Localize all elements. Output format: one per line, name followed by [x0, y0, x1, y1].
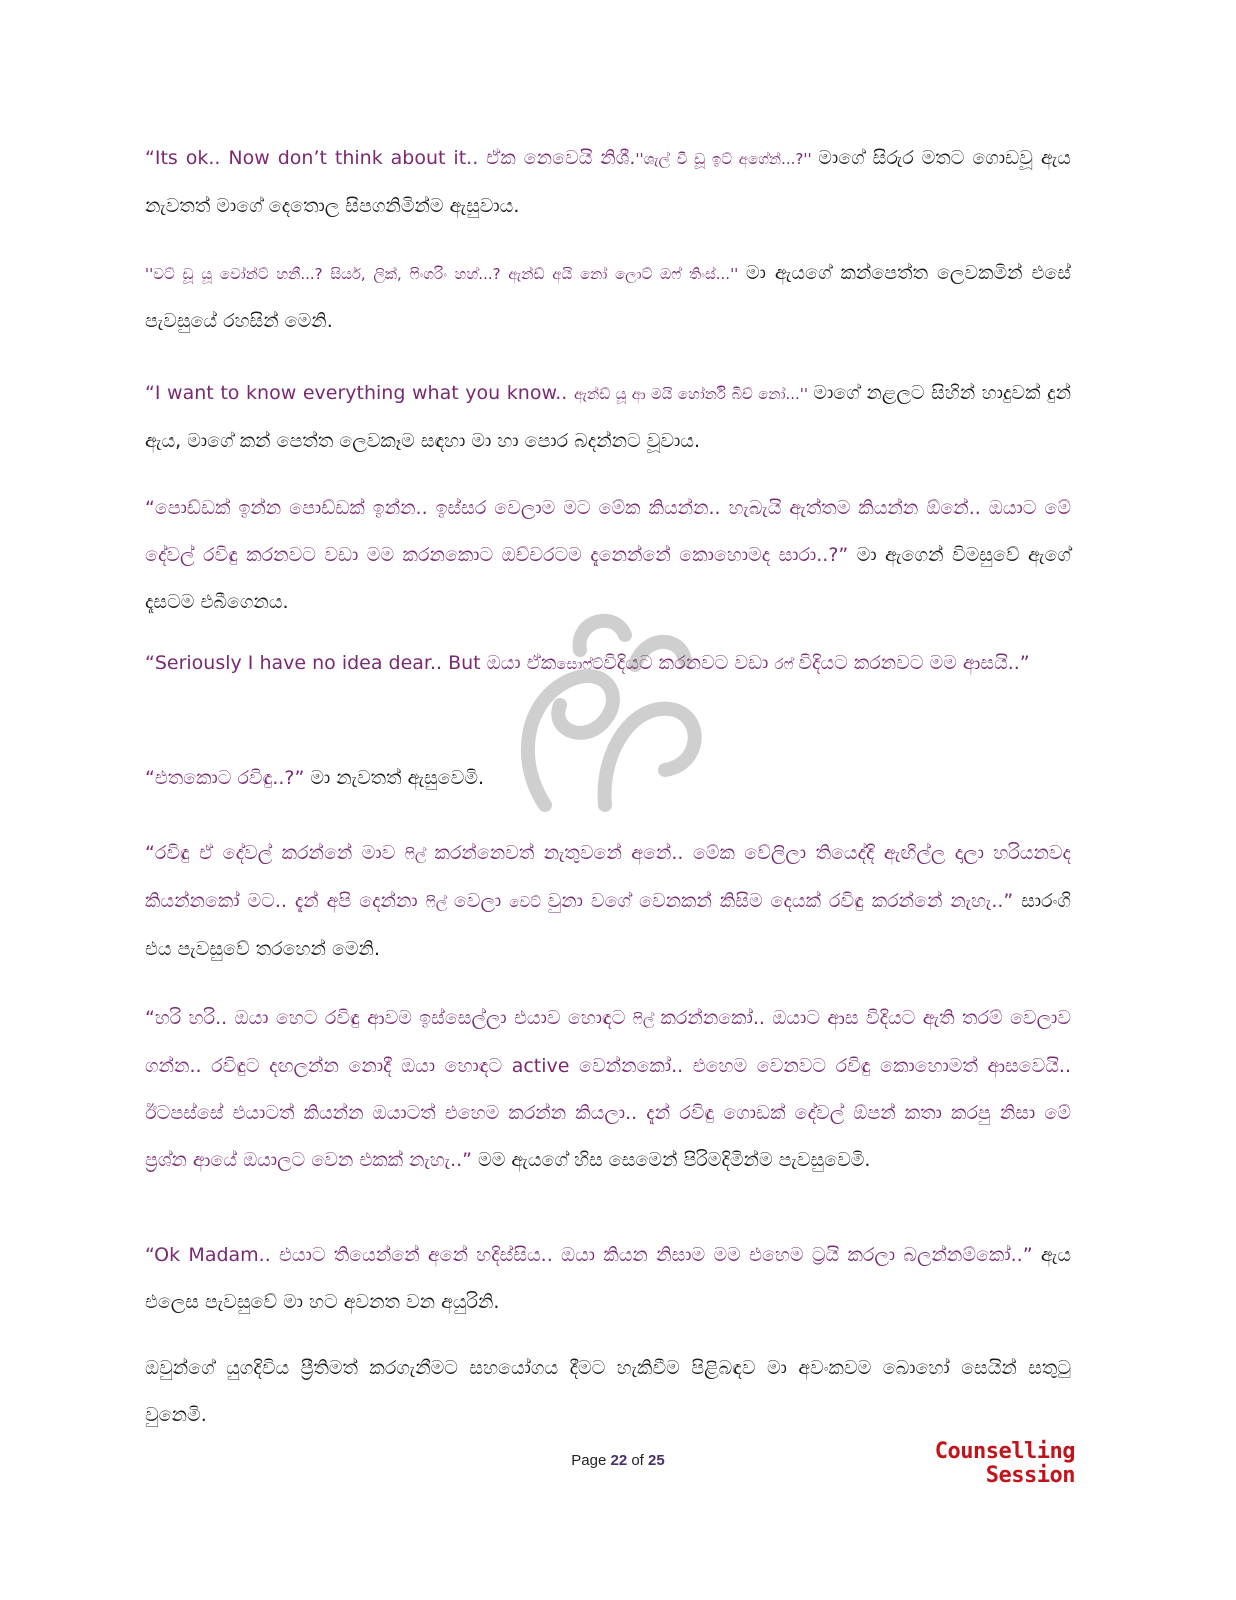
- paragraph: [145, 1232, 1071, 1326]
- paragraph: [145, 1345, 1071, 1439]
- dialogue-text: ෆිල්: [632, 1010, 661, 1028]
- dialogue-text: සොෆ්ට්: [556, 655, 604, 673]
- dialogue-text: විදියට කරනවට වඩා: [603, 652, 775, 674]
- narration-text: මම ඇයගේ හිස සෙමෙන් පිරිමදිමින්ම පැවසුවෙමි.: [478, 1149, 871, 1171]
- logo-line-2: Session: [985, 1463, 1075, 1488]
- counselling-session-logo: [910, 1440, 1075, 1488]
- dialogue-text: “එතකොට රවිඳු..?”: [145, 767, 311, 789]
- paragraph: [145, 995, 1071, 1184]
- dialogue-text: “Seriously I have no idea dear.. But ඔයා ඒක: [145, 652, 557, 674]
- dialogue-text: විදියට කරනවට මම ආසයි..”: [798, 652, 1030, 674]
- dialogue-text: “පොඩ්ඩක් ඉන්න පොඩ්ඩක් ඉන්න.. ඉස්සර වෙලාම මට මේක කියන්න.. හැබැයි ඇත්තම කියන්න ඕනේ.. ඔයාට මේ දේවල් රවිඳු කරනවට වඩා මම කරනකොට ඔච්චරටම දැනෙන්නේ කොහොමද සාරා..?”: [145, 497, 1071, 566]
- narration-text: සාරංගි එය පැවසුවේ තරහෙන් මෙනි.: [145, 890, 1072, 960]
- page-prefix: Page: [571, 1452, 611, 1469]
- dialogue-text: කරන්නෙවත් නැතුවනේ අනේ.. මේක වේලිලා තියෙද්දි ඇඟිල්ල දාලා හරියනවද කියන්නකෝ මට.. දැන් අපි දෙන්නා: [145, 842, 1071, 912]
- narration-text: මාගේ නළලට සිහින් හාදුවක් දුන් ඇය, මාගේ කන් පෙත්ත ලෙවකෑම සඳහා මා හා පොර බදන්නට වූවාය.: [145, 382, 1071, 452]
- dialogue-text: “Ok Madam.. එයාට තියෙන්නේ අනේ හදිස්සිය.. ඔයා කියන නිසාම මම එහෙම ට්‍රයි කරලා බලන්නම්කෝ..”: [145, 1244, 1041, 1266]
- page-separator: of: [627, 1452, 649, 1469]
- narration-text: ඇය එලෙස පැවසුවේ මා හට අවනත වන අයුරිනි.: [145, 1244, 1071, 1313]
- dialogue-text: කරන්නකෝ.. ඔයාට ආස විදියට ඇති තරම් වෙලාව ගන්න.. රවිඳුට දඟලන්න නොදී ඔයා හොඳට active වෙන්නකෝ.. එහෙම වෙනවට රවිඳු කොහොමත් ආසවෙයි.. ඊටපස්සේ එයාටත් කියන්න ඔයාටත් එහෙම කරන්න කියලා.. දැන් රවිඳු ගොඩක් දේවල් ඕපන් කතා කරපු නිසා මේ ප්‍රශ්න ආයේ ඔයාලට වෙන එකක් නැහැ..”: [145, 1007, 1071, 1171]
- dialogue-text: ''වට් ඩූ යූ වෝන්ට් හනී...? සියර්, ලික්, ෆිංගරිං හහ්...? ඇන්ඩ් අයි නෝ ලොට් ඔෆ් තිංස්...'': [145, 265, 746, 283]
- paragraph: [145, 370, 1071, 465]
- watermark-logo-icon: [505, 590, 715, 830]
- paragraph: [145, 830, 1071, 973]
- dialogue-text: “හරි හරි.. ඔයා හෙට රවිඳු ආවම ඉස්සෙල්ලා එයාව හොඳට: [145, 1007, 633, 1029]
- dialogue-text: “රවිඳු ඒ දේවල් කරන්නේ මාව: [145, 842, 405, 864]
- paragraph: [145, 135, 1071, 230]
- page-current: 22: [610, 1452, 628, 1469]
- narration-text: මා ඇගෙන් විමසුවේ ඇගේ දෑසටම එබීගෙනය.: [145, 544, 1071, 613]
- dialogue-text: රෆ්: [774, 655, 799, 673]
- narration-text: මා ඇයගේ කන්පෙත්ත ලෙවකමින් එසේ පැවසුයේ රහසින් මෙනි.: [145, 262, 1072, 332]
- dialogue-text: ඇන්ඩ් යූ ආ මයි හෝර්නි බිච් නෝ...'': [573, 385, 814, 403]
- dialogue-text: වෙලා: [453, 890, 510, 912]
- dialogue-text: වෙට්: [509, 893, 548, 911]
- dialogue-text: වුනා වගේ වෙනකන් කිසිම දෙයක් රවිඳු කරන්නේ නැහැ..”: [547, 890, 1022, 912]
- paragraph: [145, 250, 1071, 345]
- narration-text: මාගේ සිරුර මතට ගොඩවූ ඇය නැවතත් මාගේ දෙතොල සිපගනිමින්ම ඇසුවාය.: [145, 147, 1071, 217]
- dialogue-text: “Its ok.. Now don’t think about it.. ඒක නෙවෙයි නිශී.: [145, 147, 636, 169]
- narration-text: ඔවුන්ගේ යුගදිවිය ප්‍රීතිමත් කරගැනීමට සහයෝගය දීමට හැකිවීම පිළිබඳව මා අවංකවම බොහෝ සෙයින් සතුටු වුනෙමි.: [145, 1357, 1071, 1426]
- dialogue-text: “I want to know everything what you know..: [145, 382, 574, 404]
- dialogue-text: ෆිල්: [404, 845, 435, 863]
- narration-text: මා නැවතත් ඇසුවෙමි.: [310, 767, 485, 789]
- logo-line-1: Counselling: [934, 1439, 1075, 1464]
- dialogue-text: ෆිල්: [425, 893, 454, 911]
- page-total: 25: [648, 1452, 665, 1469]
- dialogue-text: ''ශැල් වී ඩූ ඉට් අගේන්...?'': [635, 150, 819, 168]
